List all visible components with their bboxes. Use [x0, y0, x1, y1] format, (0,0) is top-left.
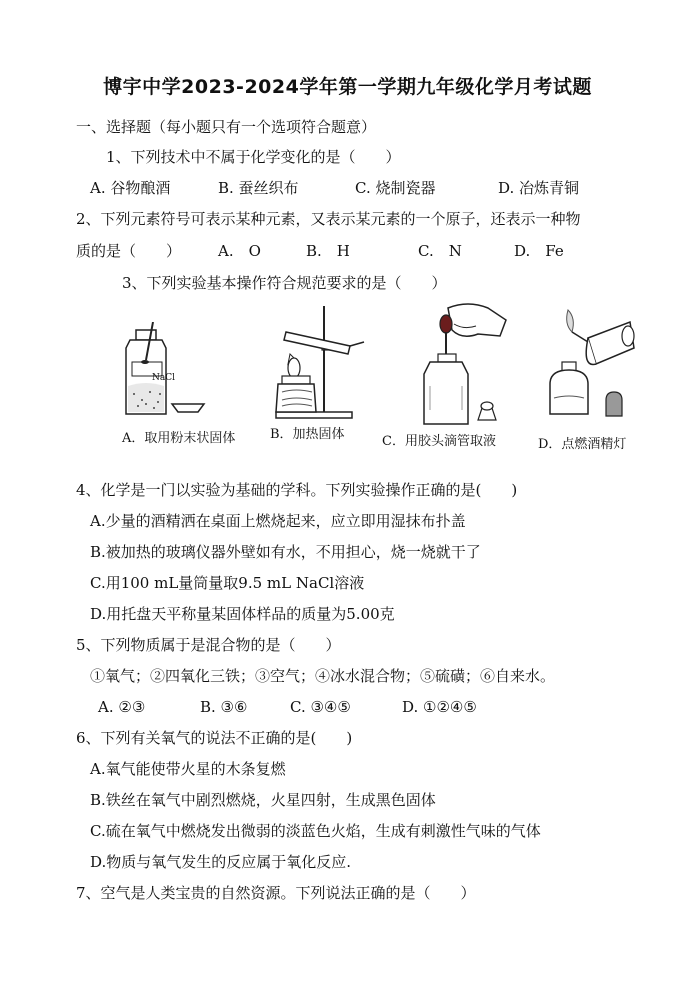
question-4-option-c: C.用100 mL量筒量取9.5 mL NaCl溶液: [90, 574, 365, 592]
figure-c-dropper: [418, 300, 508, 430]
figure-d-caption: D．点燃酒精灯: [538, 437, 627, 452]
figure-c-caption: C．用胶头滴管取液: [382, 434, 496, 449]
question-2-option-a: A. O: [218, 242, 261, 260]
question-1-stem: 1、下列技术中不属于化学变化的是（ ）: [106, 148, 401, 166]
figure-b-caption: B．加热固体: [270, 427, 345, 442]
question-5-option-c: C. ③④⑤: [290, 698, 351, 716]
figure-a-caption: A．取用粉末状固体: [122, 431, 236, 446]
question-2-stem-line1: 2、下列元素符号可表示某种元素，又表示某元素的一个原子，还表示一种物: [76, 210, 581, 228]
question-4-option-a: A.少量的酒精洒在桌面上燃烧起来，应立即用湿抹布扑盖: [90, 512, 466, 530]
question-4-option-b: B.被加热的玻璃仪器外壁如有水，不用担心，烧一烧就干了: [90, 543, 481, 561]
question-5-substance-list: ①氧气；②四氧化三铁；③空气；④冰水混合物；⑤硫磺；⑥自来水。: [90, 667, 556, 685]
question-5-option-d: D. ①②④⑤: [402, 698, 477, 716]
question-5-option-b: B. ③⑥: [200, 698, 248, 716]
question-4-stem: 4、化学是一门以实验为基础的学科。下列实验操作正确的是( ): [76, 481, 518, 499]
question-6-option-c: C.硫在氧气中燃烧发出微弱的淡蓝色火焰，生成有刺激性气味的气体: [90, 822, 541, 840]
question-2-option-c: C. N: [418, 242, 462, 260]
question-2-stem-line2: 质的是（ ）: [76, 242, 182, 260]
question-2-option-b: B. H: [306, 242, 350, 260]
page-title: 博宇中学2023-2024学年第一学期九年级化学月考试题: [103, 76, 592, 98]
question-6-option-a: A.氧气能使带火星的木条复燃: [90, 760, 286, 778]
question-2-option-d: D. Fe: [514, 242, 564, 260]
section-heading: 一、选择题（每小题只有一个选项符合题意）: [76, 118, 377, 136]
figure-b-heating-solid: [272, 302, 367, 422]
question-4-option-d: D.用托盘天平称量某固体样品的质量为5.00克: [90, 605, 395, 623]
question-5-stem: 5、下列物质属于是混合物的是（ ）: [76, 636, 341, 654]
question-7-stem: 7、空气是人类宝贵的自然资源。下列说法正确的是（ ）: [76, 884, 476, 902]
question-6-option-d: D.物质与氧气发生的反应属于氧化反应.: [90, 853, 352, 871]
question-1-option-b: B. 蚕丝织布: [218, 179, 299, 197]
figure-d-alcohol-lamp: [542, 308, 642, 424]
question-6-option-b: B.铁丝在氧气中剧烈燃烧，火星四射，生成黑色固体: [90, 791, 436, 809]
question-3-stem: 3、下列实验基本操作符合规范要求的是（ ）: [122, 274, 447, 292]
question-5-option-a: A. ②③: [98, 698, 146, 716]
question-1-option-d: D. 冶炼青铜: [498, 179, 580, 197]
question-6-stem: 6、下列有关氧气的说法不正确的是( ): [76, 729, 353, 747]
question-1-option-a: A. 谷物酿酒: [90, 179, 171, 197]
figure-a-bottle-label: NaCl: [152, 373, 176, 383]
question-1-option-c: C. 烧制瓷器: [355, 179, 436, 197]
